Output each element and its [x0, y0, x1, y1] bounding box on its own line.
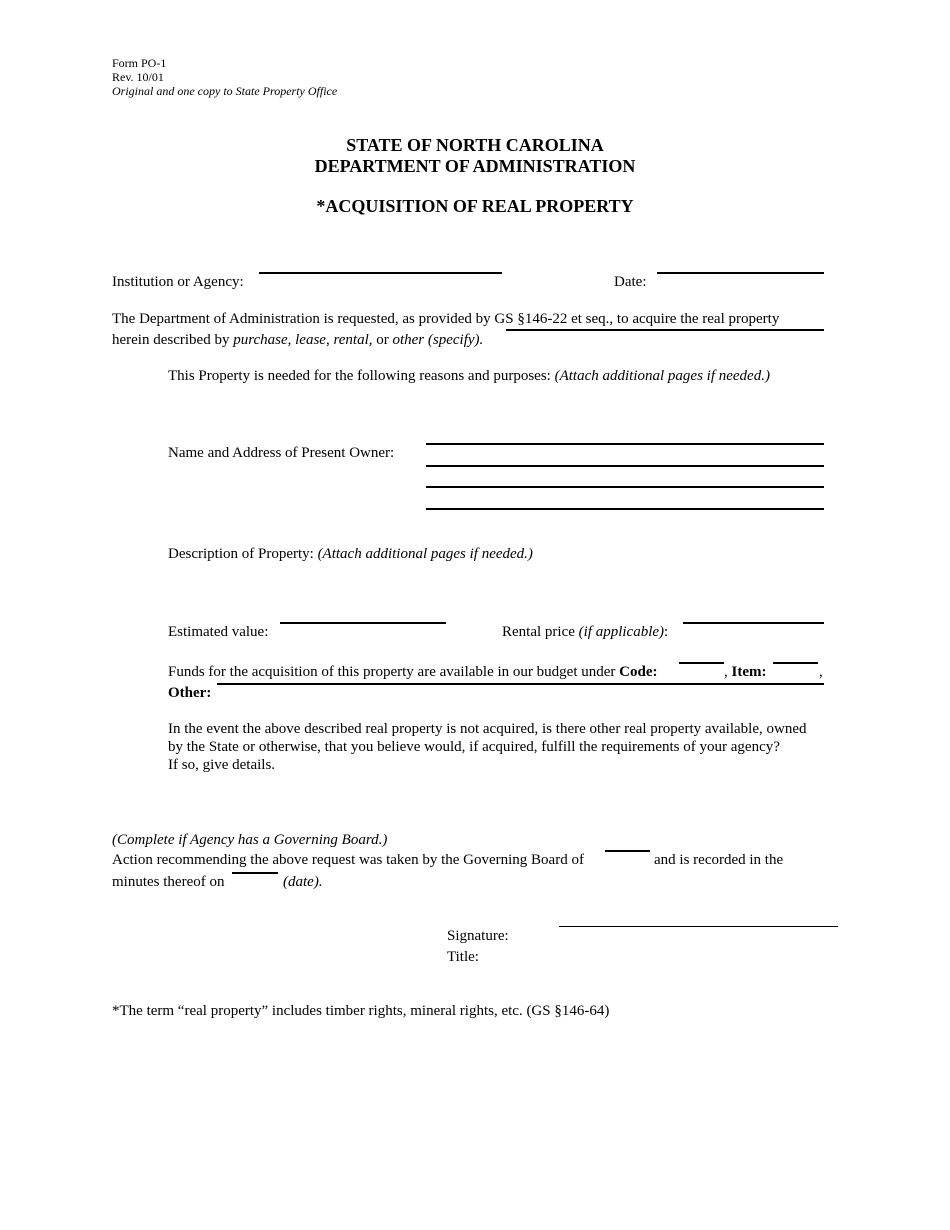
- item-field[interactable]: [773, 662, 818, 664]
- request-line-2: [112, 331, 483, 349]
- rental-price-text: Rental price: [502, 624, 575, 640]
- description-text: Description of Property:: [168, 546, 318, 562]
- code-label: Code:: [619, 664, 658, 680]
- estimated-value-label: Estimated value:: [168, 624, 269, 640]
- board-line-1-a: Action recommending the above request was taken by the Governing Board of: [112, 852, 584, 868]
- request-line-1: The Department of Administration is requested, as provided by GS §146-22 et seq., to acquire the real property: [112, 311, 780, 327]
- department-heading: DEPARTMENT OF ADMINISTRATION: [314, 156, 636, 176]
- item-comma: ,: [819, 664, 823, 680]
- date-field[interactable]: [657, 272, 824, 274]
- request-methods: purchase, lease, rental,: [233, 332, 373, 348]
- routing-note: Original and one copy to State Property Office: [112, 84, 338, 98]
- minutes-date-field[interactable]: [232, 872, 278, 874]
- form-title: *ACQUISITION OF REAL PROPERTY: [316, 196, 634, 216]
- revision-date: Rev. 10/01: [112, 70, 164, 84]
- other-label: Other:: [168, 685, 212, 701]
- specify-field[interactable]: [506, 329, 824, 331]
- owner-line-1[interactable]: [426, 443, 824, 445]
- institution-field[interactable]: [259, 272, 502, 274]
- title-label: Title:: [447, 949, 479, 965]
- request-line-2-a: herein described by: [112, 332, 234, 348]
- alt-line-3: If so, give details.: [168, 757, 276, 773]
- reasons-text: This Property is needed for the following reasons and purposes:: [168, 368, 555, 384]
- funds-text: [168, 663, 657, 681]
- state-heading: STATE OF NORTH CAROLINA: [346, 135, 604, 155]
- rental-price-field[interactable]: [683, 622, 824, 624]
- rental-price-label: [502, 623, 668, 641]
- owner-line-2[interactable]: [426, 465, 824, 467]
- reasons-prompt: [168, 367, 770, 385]
- owner-line-3[interactable]: [426, 486, 824, 488]
- board-line-2-b: (date).: [283, 874, 323, 890]
- request-line-2-c: or: [372, 332, 393, 348]
- reasons-attach-note: (Attach additional pages if needed.): [554, 368, 770, 384]
- item-label-wrap: , Item:: [724, 664, 767, 680]
- rental-applicable-note: (if applicable): [578, 624, 665, 640]
- rental-colon: :: [664, 624, 669, 640]
- signature-label: Signature:: [447, 928, 509, 944]
- estimated-value-field[interactable]: [280, 622, 446, 624]
- governing-board-field[interactable]: [605, 850, 650, 852]
- board-line-1-b: and is recorded in the: [654, 852, 784, 868]
- owner-line-4[interactable]: [426, 508, 824, 510]
- board-line-2-a: minutes thereof on: [112, 874, 225, 890]
- alt-line-1: In the event the above described real property is not acquired, is there other real property available, owned: [168, 721, 807, 737]
- form-number: Form PO-1: [112, 56, 167, 70]
- date-label: Date:: [614, 274, 647, 290]
- request-other-specify: other (specify).: [392, 332, 484, 348]
- footnote: *The term “real property” includes timber rights, mineral rights, etc. (GS §146-64): [112, 1003, 610, 1019]
- description-prompt: [168, 545, 533, 563]
- code-field[interactable]: [679, 662, 724, 664]
- board-note: (Complete if Agency has a Governing Board.): [112, 832, 388, 848]
- other-field[interactable]: [217, 683, 824, 685]
- item-label: Item:: [731, 664, 767, 680]
- institution-label: Institution or Agency:: [112, 274, 244, 290]
- owner-label: Name and Address of Present Owner:: [168, 445, 395, 461]
- description-attach-note: (Attach additional pages if needed.): [317, 546, 533, 562]
- funds-intro: Funds for the acquisition of this property are available in our budget under: [168, 664, 620, 680]
- signature-field[interactable]: [559, 926, 838, 927]
- alt-line-2: by the State or otherwise, that you believe would, if acquired, fulfill the requirements of your agency?: [168, 739, 780, 755]
